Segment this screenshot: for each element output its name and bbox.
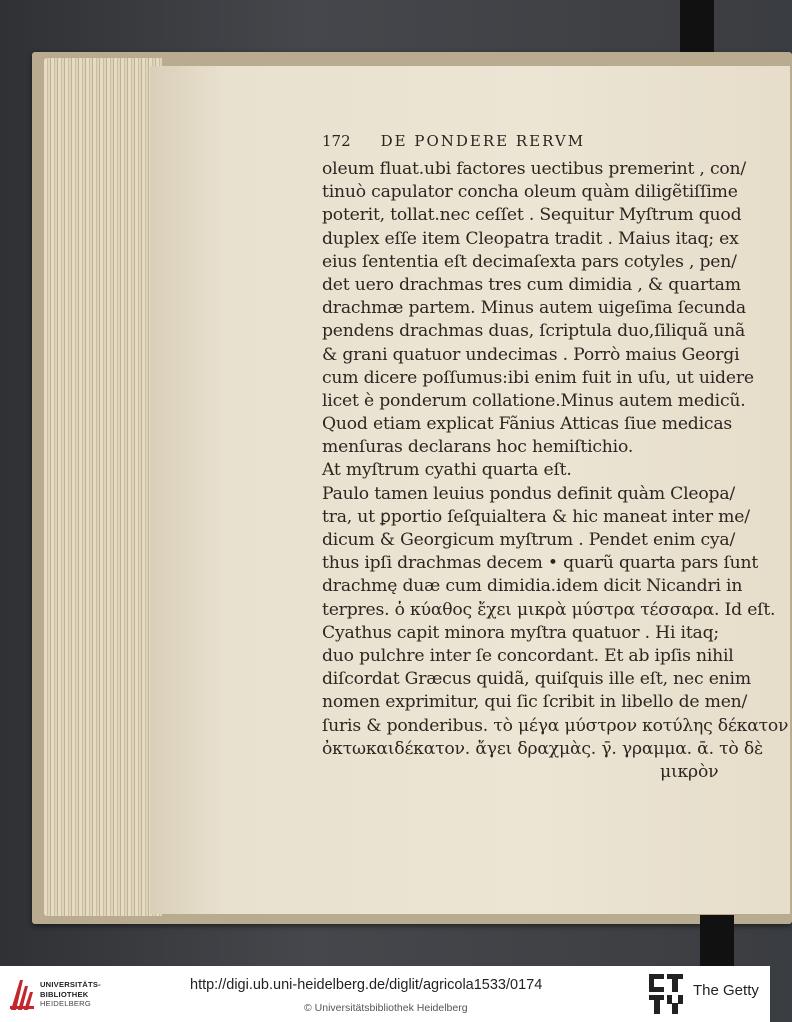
text-line: thus ipſi drachmas decem • quarũ quarta pars ſunt [322,553,759,574]
text-line: drachmæ partem. Minus autem uigeſima ſecunda [322,298,746,319]
text-line: nomen exprimitur, qui ſic ſcribit in libello de men/ [322,692,748,713]
heidelberg-logo-icon [8,976,36,1012]
logo-line-1: UNIVERSITÄTS- [40,980,101,989]
text-line: eius ſententia eſt decimaſexta pars cotyles , pen/ [322,251,737,272]
logo-line-3: HEIDELBERG [40,999,91,1009]
bookmark-ribbon-bottom [700,915,734,966]
text-line: duo pulchre inter ſe concordant. Et ab ipſis nihil [322,645,734,666]
text-line: menſuras declarans hoc hemiſtichio. [322,437,634,458]
running-head-title: DE PONDERE RERVM [380,132,586,150]
text-line: Cyathus capit minora myſtra quatuor . Hi itaq; [322,622,719,643]
university-library-logo[interactable] [8,974,138,1014]
text-line: cum dicere poſſumus:ibi enim fuit in uſu, ut uidere [322,367,754,388]
book-page [150,66,790,914]
text-line: licet è ponderum collatione.Minus autem medicũ. [322,390,746,411]
university-library-wordmark [40,980,101,1009]
text-line: tra, ut ꝑportio ſeſquialtera & hic maneat inter me/ [322,506,750,527]
page-text [322,158,789,784]
page-edges [44,58,162,916]
text-line: dicum & Georgicum myſtrum . Pendet enim cya/ [322,530,736,550]
page-number: 172 [322,132,351,150]
text-line: drachmę duæ cum dimidia.idem dicit Nicandri in [322,576,743,597]
text-line: det uero drachmas tres cum dimidia , & quartam [322,274,741,295]
text-line: Quod etiam explicat Fãnius Atticas ſiue medicas [322,414,732,435]
text-line: diſcordat Græcus quidã, quiſquis ille eſt, nec enim [322,669,751,690]
text-line: At myſtrum cyathi quarta eſt. [322,460,572,481]
bookmark-ribbon-top [680,0,714,60]
text-line: pendens drachmas duas, ſcriptula duo,ſiliquã unã [322,321,746,342]
running-header [322,132,722,150]
getty-logo-icon[interactable] [649,974,683,1014]
text-line: terpres. ὁ κύαθος ἔχει μικρὰ μύστρα τέσσαρα. Id eſt. [322,599,776,620]
viewer-footer [0,966,770,1022]
logo-line-2: BIBLIOTHEK [40,989,89,999]
text-line: tinuò capulator concha oleum quàm diligẽtiſſime [322,182,738,203]
text-line: ὀκτωκαιδέκατον. ἄγει δραχμὰς. γ̄. γραμμα. ᾱ. τὸ δὲ [322,738,764,759]
getty-wordmark: The Getty [693,982,759,999]
text-line: duplex eſſe item Cleopatra tradit . Maius itaq; ex [322,228,739,249]
text-line: poterit, tollat.nec ceſſet . Sequitur Myſtrum quod [322,205,742,226]
text-line: & grani quatuor undecimas . Porrò maius Georgi [322,344,740,365]
text-line: oleum fluat.ubi factores uectibus premerint , con/ [322,159,746,179]
text-line: μικρὸν [660,761,719,782]
copyright-notice: © Universitätsbibliothek Heidelberg [304,1002,468,1014]
text-line: ſuris & ponderibus. τὸ μέγα μύστρον κοτύλης δέκατον [322,715,789,736]
text-line: Paulo tamen leuius pondus definit quàm Cleopa/ [322,483,735,504]
permalink-url[interactable]: http://digi.ub.uni-heidelberg.de/diglit/agricola1533/0174 [190,977,543,993]
